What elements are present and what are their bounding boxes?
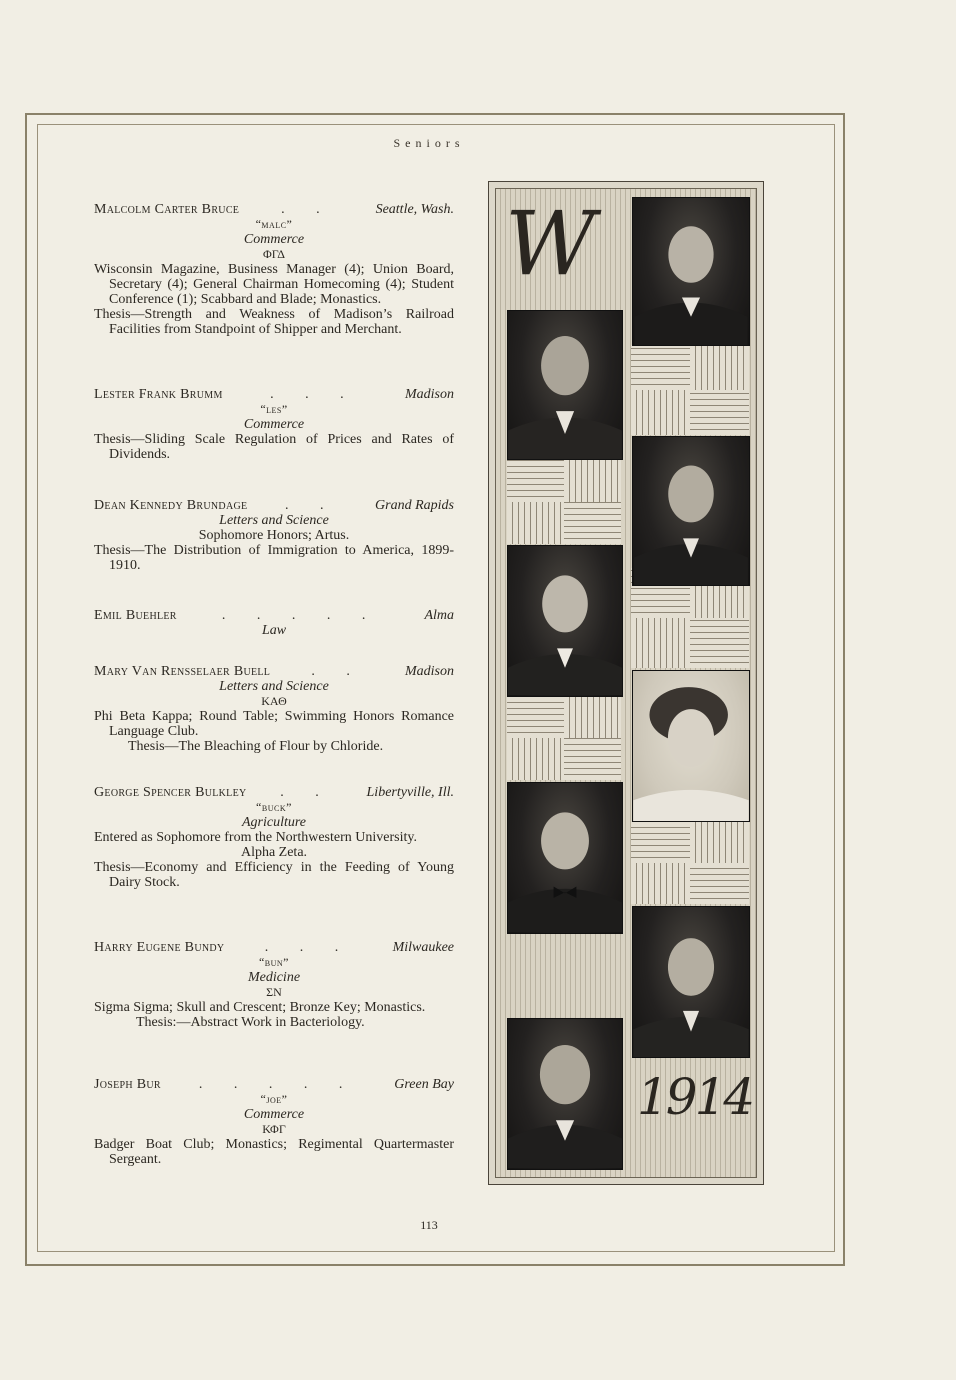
page-number: 113 [420, 1218, 438, 1232]
leader-dots: . . . . . [221, 608, 380, 623]
course: Letters and Science [219, 679, 329, 694]
senior-name: Joseph Bur [94, 1077, 161, 1092]
course: Medicine [247, 970, 301, 985]
leader-dots: . . . [264, 940, 353, 955]
nickname: “buck” [256, 800, 292, 814]
portrait-photo [507, 782, 623, 934]
thesis: Thesis—Economy and Efficiency in the Feeding of Young Dairy Stock. [94, 860, 454, 890]
year-1914-label: 1914 [637, 1068, 753, 1126]
leader-dots: . . [281, 202, 334, 217]
nickname: “joe” [260, 1092, 288, 1106]
hometown: Seattle, Wash. [375, 202, 454, 217]
portrait-photo [632, 906, 750, 1058]
activities: Phi Beta Kappa; Round Table; Swimming Honors Romance Language Club. [94, 709, 454, 739]
portrait-photo [507, 1018, 623, 1170]
portrait-photo [507, 545, 623, 697]
weave-ornament [507, 696, 621, 780]
hometown: Grand Rapids [375, 498, 454, 513]
senior-entry-bur [94, 1077, 454, 1167]
activities: Wisconsin Magazine, Business Manager (4); Union Board, Secretary (4); General Chairman Homecoming (4); Student Conference (1); Scabbard and Blade; Monastics. [94, 262, 454, 307]
senior-name: Mary Van Rensselaer Buell [94, 664, 271, 679]
hometown: Alma [424, 608, 454, 623]
honor-society: Alpha Zeta. [240, 845, 308, 860]
nickname: “bun” [258, 955, 290, 969]
portrait-photo [632, 197, 750, 346]
senior-entry-buehler [94, 608, 454, 638]
hometown: Libertyville, Ill. [366, 785, 454, 800]
thesis: Thesis:—Abstract Work in Bacteriology. [136, 1015, 365, 1030]
senior-name: Emil Buehler [94, 608, 177, 623]
honors: Sophomore Honors; Artus. [198, 528, 350, 543]
senior-name: George Spencer Bulkley [94, 785, 247, 800]
thesis: Thesis—The Bleaching of Flour by Chloride. [128, 739, 384, 754]
thesis: Thesis—Sliding Scale Regulation of Prices and Rates of Dividends. [94, 432, 454, 462]
course: Commerce [243, 417, 305, 432]
fraternity: ΦΓΔ [262, 247, 285, 261]
course: Commerce [243, 1107, 305, 1122]
senior-entry-buell [94, 664, 454, 754]
leader-dots: . . [284, 498, 338, 513]
senior-entry-bundy [94, 940, 454, 1030]
leader-dots: . . [311, 664, 364, 679]
senior-entry-bulkley [94, 785, 454, 890]
weave-ornament [631, 822, 749, 904]
hometown: Madison [405, 664, 454, 679]
portrait-photo [632, 670, 750, 822]
activities: Sigma Sigma; Skull and Crescent; Bronze Key; Monastics. [94, 1000, 426, 1015]
page-heading: Seniors [393, 136, 465, 150]
portrait-photo [632, 436, 750, 586]
hometown: Madison [405, 387, 454, 402]
portrait-panel [488, 181, 764, 1185]
fraternity: ΚΦΓ [262, 1122, 286, 1136]
w-monogram: W [505, 192, 596, 295]
leader-dots: . . [280, 785, 333, 800]
senior-entry-brumm [94, 387, 454, 462]
hometown: Green Bay [394, 1077, 454, 1092]
weave-ornament [631, 345, 749, 435]
thesis: Thesis—Strength and Weakness of Madison’s Railroad Facilities from Standpoint of Shipper and Merchant. [94, 307, 454, 337]
senior-entry-brundage [94, 498, 454, 573]
senior-name: Harry Eugene Bundy [94, 940, 225, 955]
activities: Entered as Sophomore from the Northwestern University. [94, 830, 417, 845]
senior-name: Malcolm Carter Bruce [94, 202, 240, 217]
course: Letters and Science [219, 513, 329, 528]
nickname: “les” [260, 402, 288, 416]
course: Commerce [243, 232, 305, 247]
senior-name: Lester Frank Brumm [94, 387, 223, 402]
course: Law [261, 623, 287, 638]
nickname: “malc” [255, 217, 293, 231]
fraternity: ΚΑΘ [261, 694, 287, 708]
leader-dots: . . . . . [198, 1077, 357, 1092]
hometown: Milwaukee [392, 940, 454, 955]
thesis: Thesis—The Distribution of Immigration to America, 1899-1910. [94, 543, 454, 573]
activities: Badger Boat Club; Monastics; Regimental Quartermaster Sergeant. [94, 1137, 454, 1167]
course: Agriculture [241, 815, 307, 830]
leader-dots: . . . [270, 387, 358, 402]
fraternity: ΣΝ [266, 985, 282, 999]
portrait-photo [507, 310, 623, 460]
senior-name: Dean Kennedy Brundage [94, 498, 248, 513]
senior-entry-bruce [94, 202, 454, 337]
weave-ornament [507, 460, 621, 544]
